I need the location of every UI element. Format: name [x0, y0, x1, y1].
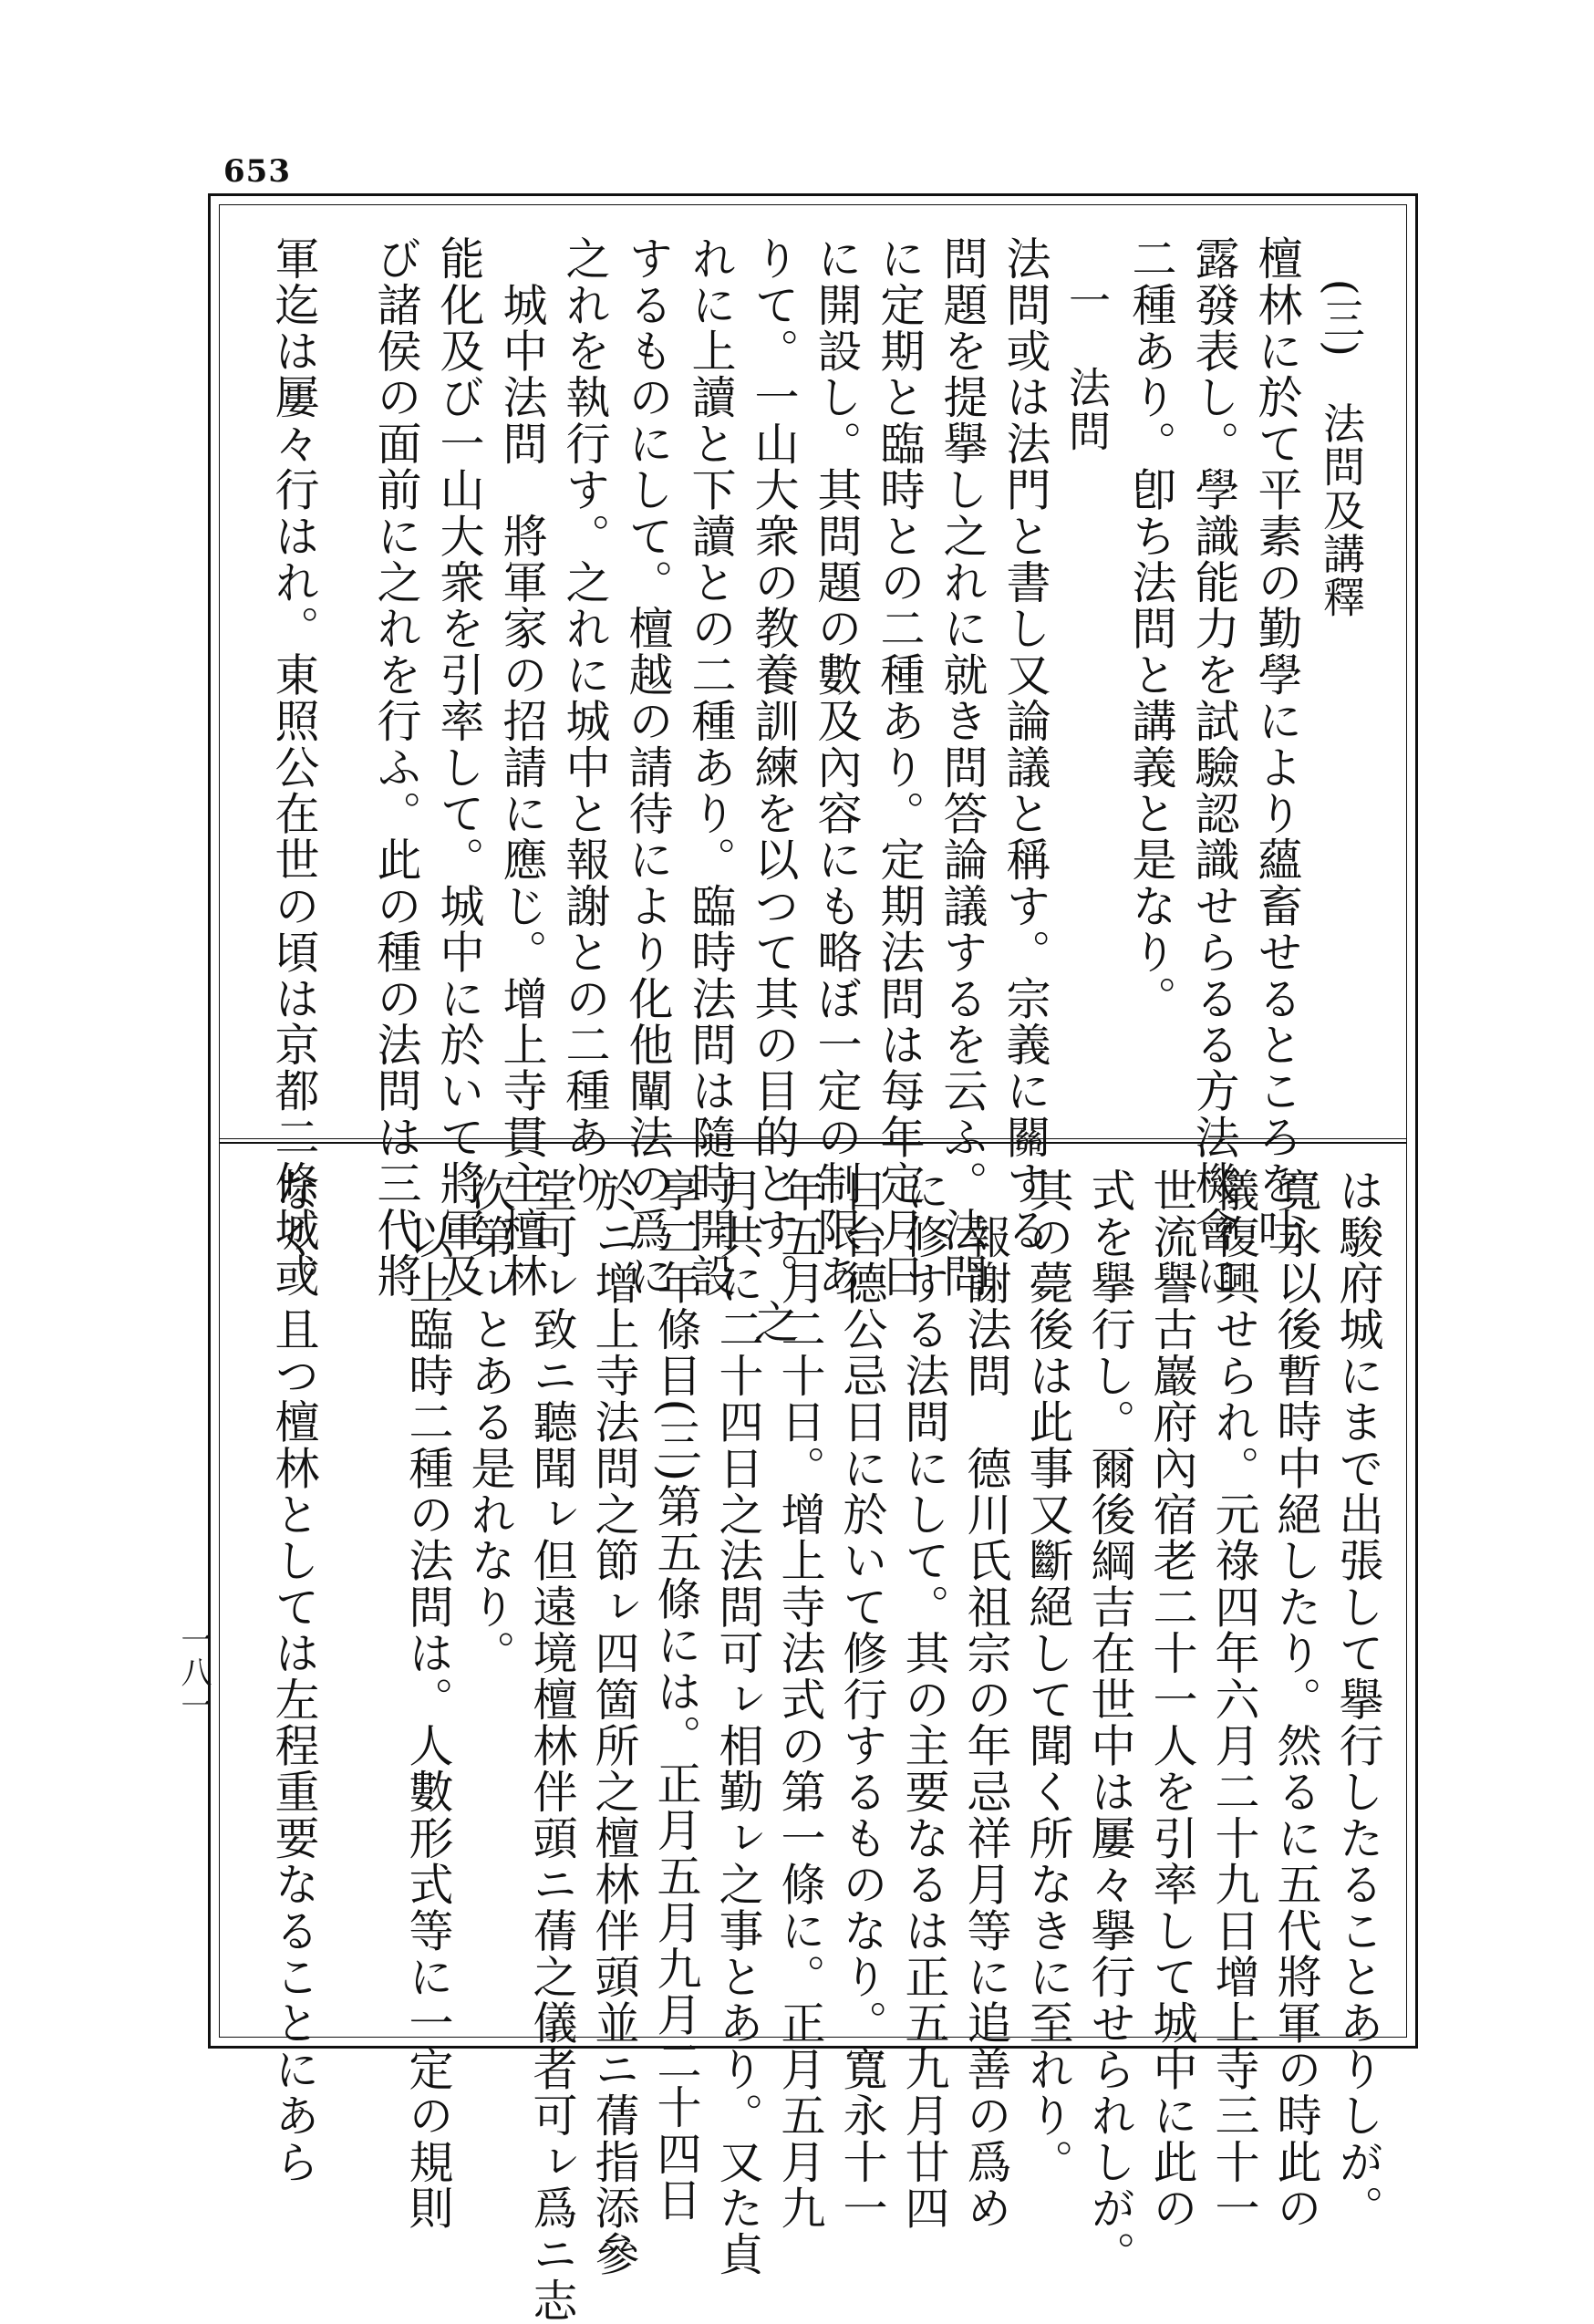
text-column: 以上臨時二種の法問は。人數形式等に一定の規則	[402, 1167, 454, 2232]
text-column: 月共に二十四日之法問可ㇾ相勤ㇾ之事とあり。又た貞	[712, 1167, 764, 2277]
text-column: 年五月二十日。增上寺法式の第一條に。正月五月九	[774, 1167, 826, 2232]
text-column: 於ニ增上寺法問之節ㇾ四箇所之檀林伴頭並ニ蒨指添參	[588, 1167, 640, 2277]
column-counter: 一八一	[175, 1624, 212, 1722]
text-column: 其の薨後は此事又斷絕して聞く所なきに至れり。	[1022, 1167, 1074, 2185]
subsection-heading: 一 法問	[1062, 235, 1112, 453]
text-column: に開設し。其問題の數及內容にも略ぼ一定の制限あ	[811, 235, 863, 1300]
text-column: 報謝法問 德川氏祖宗の年忌祥月等に追善の爲め	[960, 1167, 1012, 2232]
text-column: 儀復興せられ。元祿四年六月二十九日增上寺三十一	[1208, 1167, 1260, 2232]
text-column: するものにして。檀越の請待により化他闡法の爲に	[622, 235, 674, 1300]
text-column: に修する法問にして。其の主要なるは正五九月廿四	[898, 1167, 950, 2232]
text-column: は駿府城にまで出張して擧行したることありしが。	[1332, 1167, 1384, 2232]
text-column: 寬永以後暫時中絕したり。然るに五代將軍の時此の	[1270, 1167, 1322, 2232]
text-column: 露發表し。學識能力を試驗認識せらるる方法機會に	[1188, 235, 1240, 1300]
text-column: 軍迄は屢々行はれ。東照公在世の頃は京都二條城或	[268, 235, 320, 1300]
text-column: 日台德公忌日に於いて修行するものなり。寬永十一	[836, 1167, 888, 2232]
text-column: 之れを執行す。之れに城中と報謝との二種あり	[559, 235, 611, 1207]
text-column: りて。一山大衆の教養訓練を以つて其の目的とす。之	[748, 235, 800, 1345]
text-column: 二種あり。卽ち法問と講義と是なり。	[1125, 235, 1177, 1022]
text-column: 享二年條目(三)第五條には。正月五月九月二十四日	[650, 1167, 702, 2224]
text-column: に定期と臨時との二種あり。定期法問は每年定月日	[874, 235, 926, 1300]
text-column: 能化及び一山大衆を引率して。城中に於いて將軍及	[433, 235, 485, 1300]
text-column: 城中法問 將軍家の招請に應じ。增上寺貫主檀林	[496, 235, 548, 1300]
text-column: び諸侯の面前に之れを行ふ。此の種の法問は三代將	[370, 235, 422, 1300]
text-column: 世流譽古巖府內宿老二十一人を引率して城中に此の	[1146, 1167, 1198, 2232]
text-column: 法問或は法門と書し又論議と稱す。宗義に關する	[999, 235, 1051, 1253]
text-column: 式を擧行し。爾後綱吉在世中は屢々擧行せられしが。	[1084, 1167, 1136, 2277]
text-column: 檀林に於て平素の勤學により蘊畜せるところを吐	[1251, 235, 1303, 1253]
section-heading: (三) 法問及講釋	[1317, 235, 1366, 619]
text-column: 堂可ㇾ致ニ聽聞ㇾ但遠境檀林伴頭ニ蒨之儀者可ㇾ爲ニ志	[526, 1167, 578, 2324]
text-column: れに上讀と下讀との二種あり。臨時法問は隨時開設	[685, 235, 737, 1300]
text-column: なく。且つ檀林としては左程重要なることにあら	[268, 1167, 320, 2185]
text-column: 問題を提擧し之れに就き問答論議するを云ふ。法問	[937, 235, 988, 1300]
text-column: 次第ㇾとある是れなり。	[464, 1167, 516, 1676]
page-number: 653	[223, 153, 291, 190]
